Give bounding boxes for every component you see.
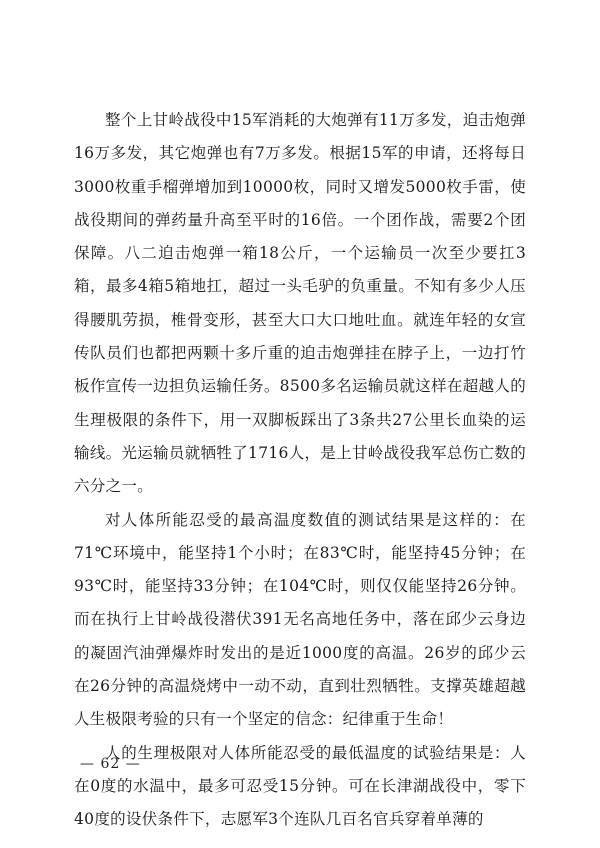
page-number: — 62 — bbox=[80, 756, 141, 772]
paragraph-3: 人的生理极限对人体所能忍受的最低温度的试验结果是：人在0度的水温中，最多可忍受15分钟。可在长津湖战役中，零下40度的设伏条件下，志愿军3个连队几百名官兵穿着单薄的 bbox=[74, 743, 526, 829]
paragraph-2: 对人体所能忍受的最高温度数值的测试结果是这样的：在71℃环境中，能坚持1个小时；在83℃时，能坚持45分钟；在93℃时，能坚持33分钟；在104℃时，则仅仅能坚持26分钟。而在执行上甘岭战役潜伏391无名高地任务中，落在邱少云身边的凝固汽油弹爆炸时发出的是近1000度的高温。26岁的邱少云在26分钟的高温烧烤中一动不动，直到壮烈牺牲。支撑英雄超越人生极限考验的只有一个坚定的信念：纪律重于生命！ bbox=[74, 510, 526, 729]
body-text bbox=[74, 104, 526, 837]
paragraph-1: 整个上甘岭战役中15军消耗的大炮弹有11万多发，迫击炮弹16万多发，其它炮弹也有7万多发。根据15军的申请，还将每日3000枚重手榴弹增加到10000枚，同时又增发5000枚手雷，使战役期间的弹药量升高至平时的16倍。一个团作战，需要2个团保障。八二迫击炮弹一箱18公斤，一个运输员一次至少要扛3箱，最多4箱5箱地扛，超过一头毛驴的负重量。不知有多少人压得腰肌劳损，椎骨变形，甚至大口大口地吐血。就连年轻的女宣传队员们也都把两颗十多斤重的迫击炮弹挂在脖子上，一边打竹板作宣传一边担负运输任务。8500多名运输员就这样在超越人的生理极限的条件下，用一双脚板踩出了3条共27公里长血染的运输线。光运输员就牺牲了1716人，是上甘岭战役我军总伤亡数的六分之一。 bbox=[74, 111, 526, 496]
